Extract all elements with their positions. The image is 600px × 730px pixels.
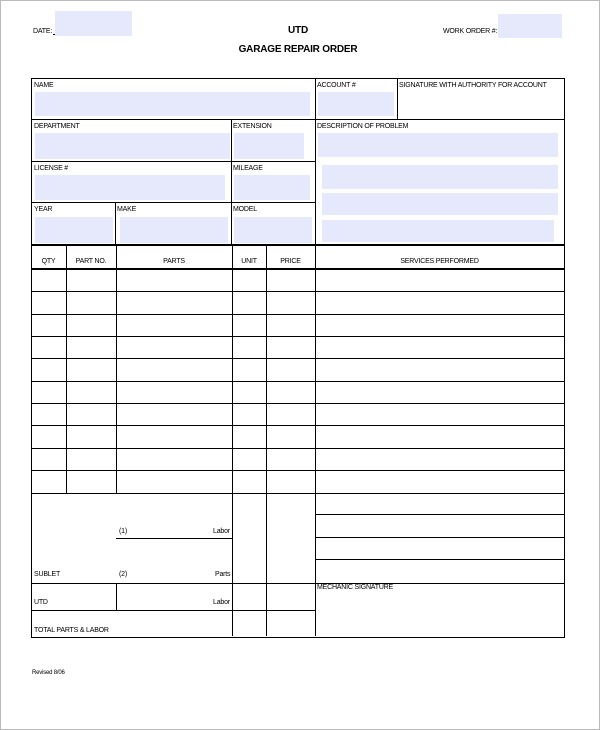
labor-1-label: Labor	[213, 528, 230, 535]
description-field-1[interactable]	[318, 133, 558, 157]
col-divider-price	[315, 245, 316, 636]
table-row	[31, 493, 564, 494]
col-divider-parts	[232, 245, 233, 636]
description-field-2[interactable]	[322, 165, 558, 189]
labor-1-number: (1)	[119, 528, 127, 535]
account-field[interactable]	[318, 92, 394, 116]
model-field[interactable]	[234, 217, 312, 243]
table-row	[31, 336, 564, 337]
col-header-price: PRICE	[280, 258, 301, 265]
services-line	[315, 559, 564, 560]
org-name: UTD	[288, 25, 308, 36]
services-line	[315, 537, 564, 538]
account-label: ACCOUNT #	[317, 82, 356, 89]
year-label: YEAR	[34, 206, 53, 213]
license-label: LICENSE #	[34, 165, 68, 172]
description-field-3[interactable]	[322, 193, 558, 215]
info-main-vdivider	[315, 78, 316, 245]
col-header-part-no: PART NO.	[75, 258, 107, 265]
utd-divider	[31, 610, 315, 611]
col-divider-part-no	[116, 245, 117, 493]
extension-label: EXTENSION	[233, 123, 272, 130]
name-field[interactable]	[35, 92, 310, 116]
sublet-divider	[31, 583, 564, 584]
revised-note: Revised 8/06	[32, 670, 65, 676]
info-row-divider-1	[31, 119, 564, 120]
page-title: GARAGE REPAIR ORDER	[238, 44, 358, 55]
col-header-qty: QTY	[41, 258, 56, 265]
mechanic-signature-label: MECHANIC SIGNATURE	[317, 584, 393, 591]
mileage-label: MILEAGE	[233, 165, 263, 172]
date-label: DATE:	[33, 28, 53, 35]
year-field[interactable]	[35, 217, 113, 243]
mileage-field[interactable]	[234, 175, 310, 200]
table-row	[31, 448, 564, 449]
account-vdivider	[397, 78, 398, 119]
description-label: DESCRIPTION OF PROBLEM	[317, 123, 409, 130]
services-line	[315, 514, 564, 515]
labor-1-line	[116, 538, 232, 539]
labor-2-number: (2)	[119, 571, 127, 578]
col-divider-unit	[266, 245, 267, 636]
table-row	[31, 291, 564, 292]
table-row	[31, 403, 564, 404]
description-field-4[interactable]	[322, 220, 554, 242]
parts-total-label: Parts	[215, 571, 231, 578]
info-row-divider-3	[31, 202, 315, 203]
sublet-label: SUBLET	[34, 571, 61, 578]
model-label: MODEL	[233, 206, 257, 213]
extension-vdivider	[231, 119, 232, 245]
utd-vdivider	[116, 583, 117, 610]
info-bottom-divider	[31, 244, 564, 246]
work-order-field[interactable]	[498, 14, 562, 38]
table-header-divider	[31, 268, 564, 270]
license-field[interactable]	[35, 175, 225, 200]
extension-field[interactable]	[234, 133, 304, 159]
department-field[interactable]	[35, 133, 230, 159]
col-header-parts: PARTS	[163, 258, 185, 265]
table-row	[31, 470, 564, 471]
make-label: MAKE	[117, 206, 137, 213]
labor-2-label: Labor	[213, 599, 230, 606]
date-field[interactable]	[55, 11, 132, 36]
make-field[interactable]	[120, 217, 228, 243]
table-row	[31, 381, 564, 382]
table-row	[31, 358, 564, 359]
table-row	[31, 314, 564, 315]
department-label: DEPARTMENT	[34, 123, 80, 130]
signature-authority-label: SIGNATURE WITH AUTHORITY FOR ACCOUNT	[399, 82, 547, 89]
total-parts-labor-label: TOTAL PARTS & LABOR	[34, 627, 109, 634]
info-row-divider-2	[31, 161, 315, 162]
col-header-services: SERVICES PERFORMED	[400, 258, 479, 265]
make-vdivider	[115, 202, 116, 245]
table-row	[31, 425, 564, 426]
name-label: NAME	[34, 82, 54, 89]
work-order-label: WORK ORDER #:	[443, 28, 498, 35]
col-header-unit: UNIT	[241, 258, 257, 265]
utd-label: UTD	[34, 599, 48, 606]
col-divider-qty	[66, 245, 67, 493]
